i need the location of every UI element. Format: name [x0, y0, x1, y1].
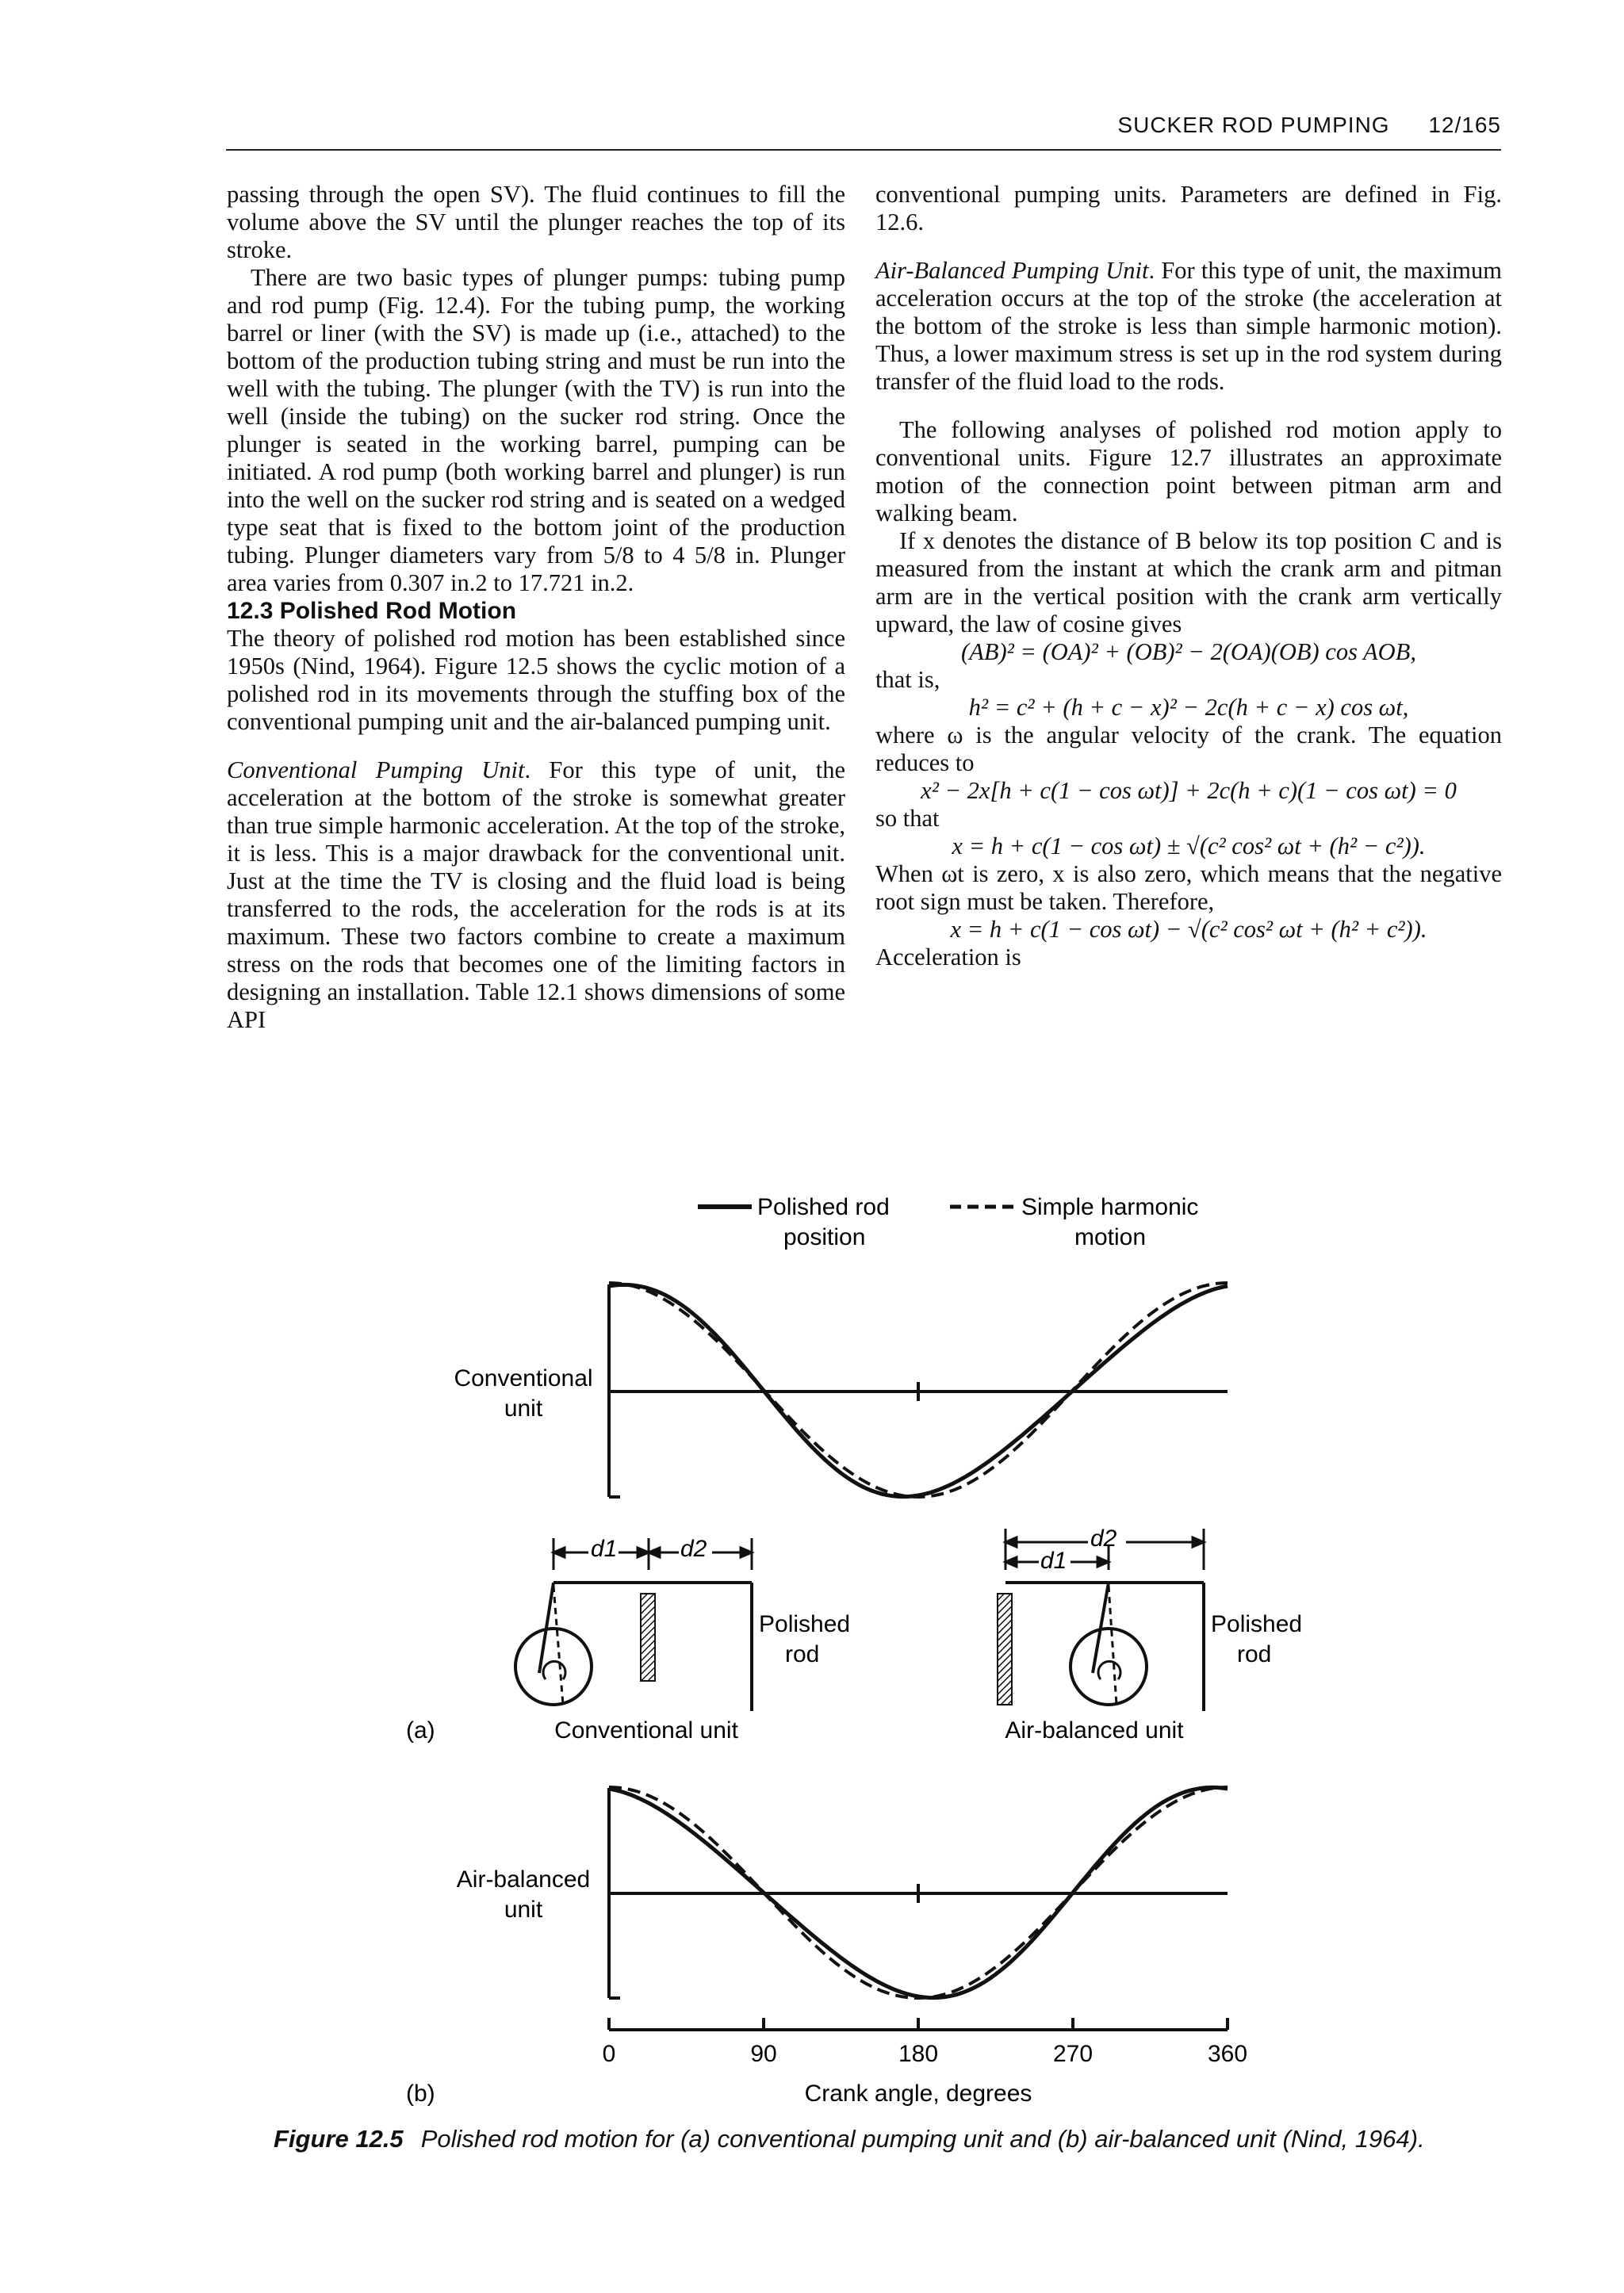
panel-b-label: (b) — [406, 2081, 435, 2107]
conventional-unit-label: Conventional unit — [554, 1717, 738, 1744]
plot-air-balanced — [457, 1787, 1228, 1998]
x-tick-label: 360 — [1207, 2041, 1248, 2067]
equation-3: x² − 2x[h + c(1 − cos ωt)] + 2c(h + c)(1 − cos ωt) = 0 — [921, 777, 1457, 804]
right-paragraph-1: conventional pumping units. Parameters are defined in Fig. 12.6. — [875, 181, 1502, 235]
left-paragraph-1: passing through the open SV). The fluid continues to fill the volume above the SV until the plunger reaches the top of its stroke. — [227, 181, 845, 263]
air-balanced-unit-label: Air-balanced unit — [1005, 1717, 1184, 1744]
left-paragraph-2: There are two basic types of plunger pumps: tubing pump and rod pump (Fig. 12.4). For the tubing pump, the working barrel or liner (with the SV) is made up (i.e., attached) to the bottom of the production tubing string and must be run into the well with the tubing. The plunger (with the TV) is run into the well (inside the tubing) on the sucker rod string. Once the plunger is seated in the working barrel, pumping can be initiated. A rod pump (both working barrel and plunger) is run into the well on the sucker rod string and is seated on a wedged type seat that is fixed to the bottom joint of the production tubing. Plunger diameters vary from 5/8 to 4 5/8 in. Plunger area varies from 0.307 in.2 to 17.721 in.2. — [227, 264, 845, 596]
plot-conventional — [454, 1283, 1228, 1497]
that-is-text: that is, — [875, 666, 940, 693]
right-paragraph-3: The following analyses of polished rod motion apply to conventional units. Figure 12.7 illustrates an approximate motion of the connection point between pitman arm and walking beam. — [875, 416, 1502, 526]
so-that-text: so that — [875, 805, 940, 832]
caption-label: Figure 12.5 — [274, 2125, 404, 2153]
air-balanced-polished-label-2: rod — [1237, 1641, 1272, 1667]
page-number: 12/165 — [1428, 113, 1501, 137]
right-paragraph-6: When ωt is zero, x is also zero, which means that the negative root sign must be taken. Therefore, — [875, 860, 1502, 915]
legend-solid-label-2: position — [783, 1224, 866, 1250]
conventional-polished-label-2: rod — [785, 1641, 820, 1667]
left-paragraph-4-body: . For this type of unit, the acceleration at the bottom of the stroke is somewhat greater than true simple harmonic acceleration. At the top of the stroke, it is less. This is a major drawback for the conventional unit. Just at the time the TV is closing and the fluid load is being transferred to the rods, the acceleration for the rods is at its maximum. These two factors combine to create a maximum stress on the rods that becomes one of the limiting factors in designing an installation. Table 12.1 shows dimensions of some API — [227, 756, 845, 1033]
air-balanced-polished-label-1: Polished — [1211, 1611, 1303, 1637]
legend-solid-label-1: Polished rod — [757, 1194, 890, 1220]
air-balanced-unit-schematic — [998, 1529, 1204, 1711]
conventional-d1-label: d1 — [591, 1536, 618, 1562]
crank-angle-axis — [603, 2018, 1247, 2107]
plot-b-label-1: Air-balanced — [456, 1866, 591, 1893]
running-title: SUCKER ROD PUMPING — [1117, 113, 1390, 137]
conventional-unit-schematic — [515, 1538, 752, 1711]
plot-a-label-1: Conventional — [454, 1365, 593, 1391]
conventional-d2-label: d2 — [680, 1536, 707, 1562]
right-paragraph-2-body: . For this type of unit, the maximum acceleration occurs at the top of the stroke (the acceleration at the bottom of the stroke is less than simple harmonic motion). Thus, a lower maximum stress is set up in the rod system during transfer of the fluid load to the rods. — [875, 257, 1502, 395]
equation-4: x = h + c(1 − cos ωt) ± √(c² cos² ωt + (h² − c²)). — [952, 833, 1426, 859]
right-paragraph-7: Acceleration is — [875, 944, 1021, 970]
x-tick-label: 270 — [1052, 2041, 1094, 2067]
plot-b-label-2: unit — [504, 1897, 543, 1923]
right-paragraph-4: If x denotes the distance of B below its top position C and is measured from the instant at which the crank arm and pitman arm are in the vertical position with the crank arm vertically upward, the law of cosine gives — [875, 527, 1502, 637]
equation-1: (AB)² = (OA)² + (OB)² − 2(OA)(OB) cos AOB, — [961, 638, 1416, 665]
air-balanced-d2-label: d2 — [1090, 1525, 1117, 1552]
equation-5: x = h + c(1 − cos ωt) − √(c² cos² ωt + (h² + c²)). — [950, 916, 1427, 943]
x-axis-label: Crank angle, degrees — [804, 2081, 1032, 2107]
air-balanced-lead: Air-Balanced Pumping Unit — [875, 257, 1149, 284]
figure-caption — [274, 2125, 1622, 2153]
equation-2: h² = c² + (h + c − x)² − 2c(h + c − x) cos ωt, — [968, 694, 1409, 721]
panel-a-label: (a) — [406, 1717, 435, 1744]
legend-dashed-label-1: Simple harmonic — [1021, 1194, 1199, 1220]
right-paragraph-5: where ω is the angular velocity of the crank. The equation reduces to — [875, 722, 1502, 776]
x-tick-label: 0 — [602, 2041, 616, 2067]
conventional-unit-lead: Conventional Pumping Unit — [227, 756, 525, 783]
plot-a-label-2: unit — [504, 1395, 543, 1422]
section-title: 12.3 Polished Rod Motion — [227, 598, 517, 624]
conventional-polished-label-1: Polished — [759, 1611, 851, 1637]
x-tick-label: 180 — [898, 2041, 939, 2067]
caption-text: Polished rod motion for (a) conventional pumping unit and (b) air-balanced unit (Nind, 1964). — [420, 2125, 1425, 2153]
air-balanced-d1-label: d1 — [1040, 1548, 1067, 1574]
left-paragraph-3: The theory of polished rod motion has been established since 1950s (Nind, 1964). Figure 12.5 shows the cyclic motion of a polished rod in its movements through the stuffing box of the conventional pumping unit and the air-balanced pumping unit. — [227, 625, 845, 735]
x-tick-label: 90 — [750, 2041, 777, 2067]
legend-dashed-label-2: motion — [1074, 1224, 1147, 1250]
